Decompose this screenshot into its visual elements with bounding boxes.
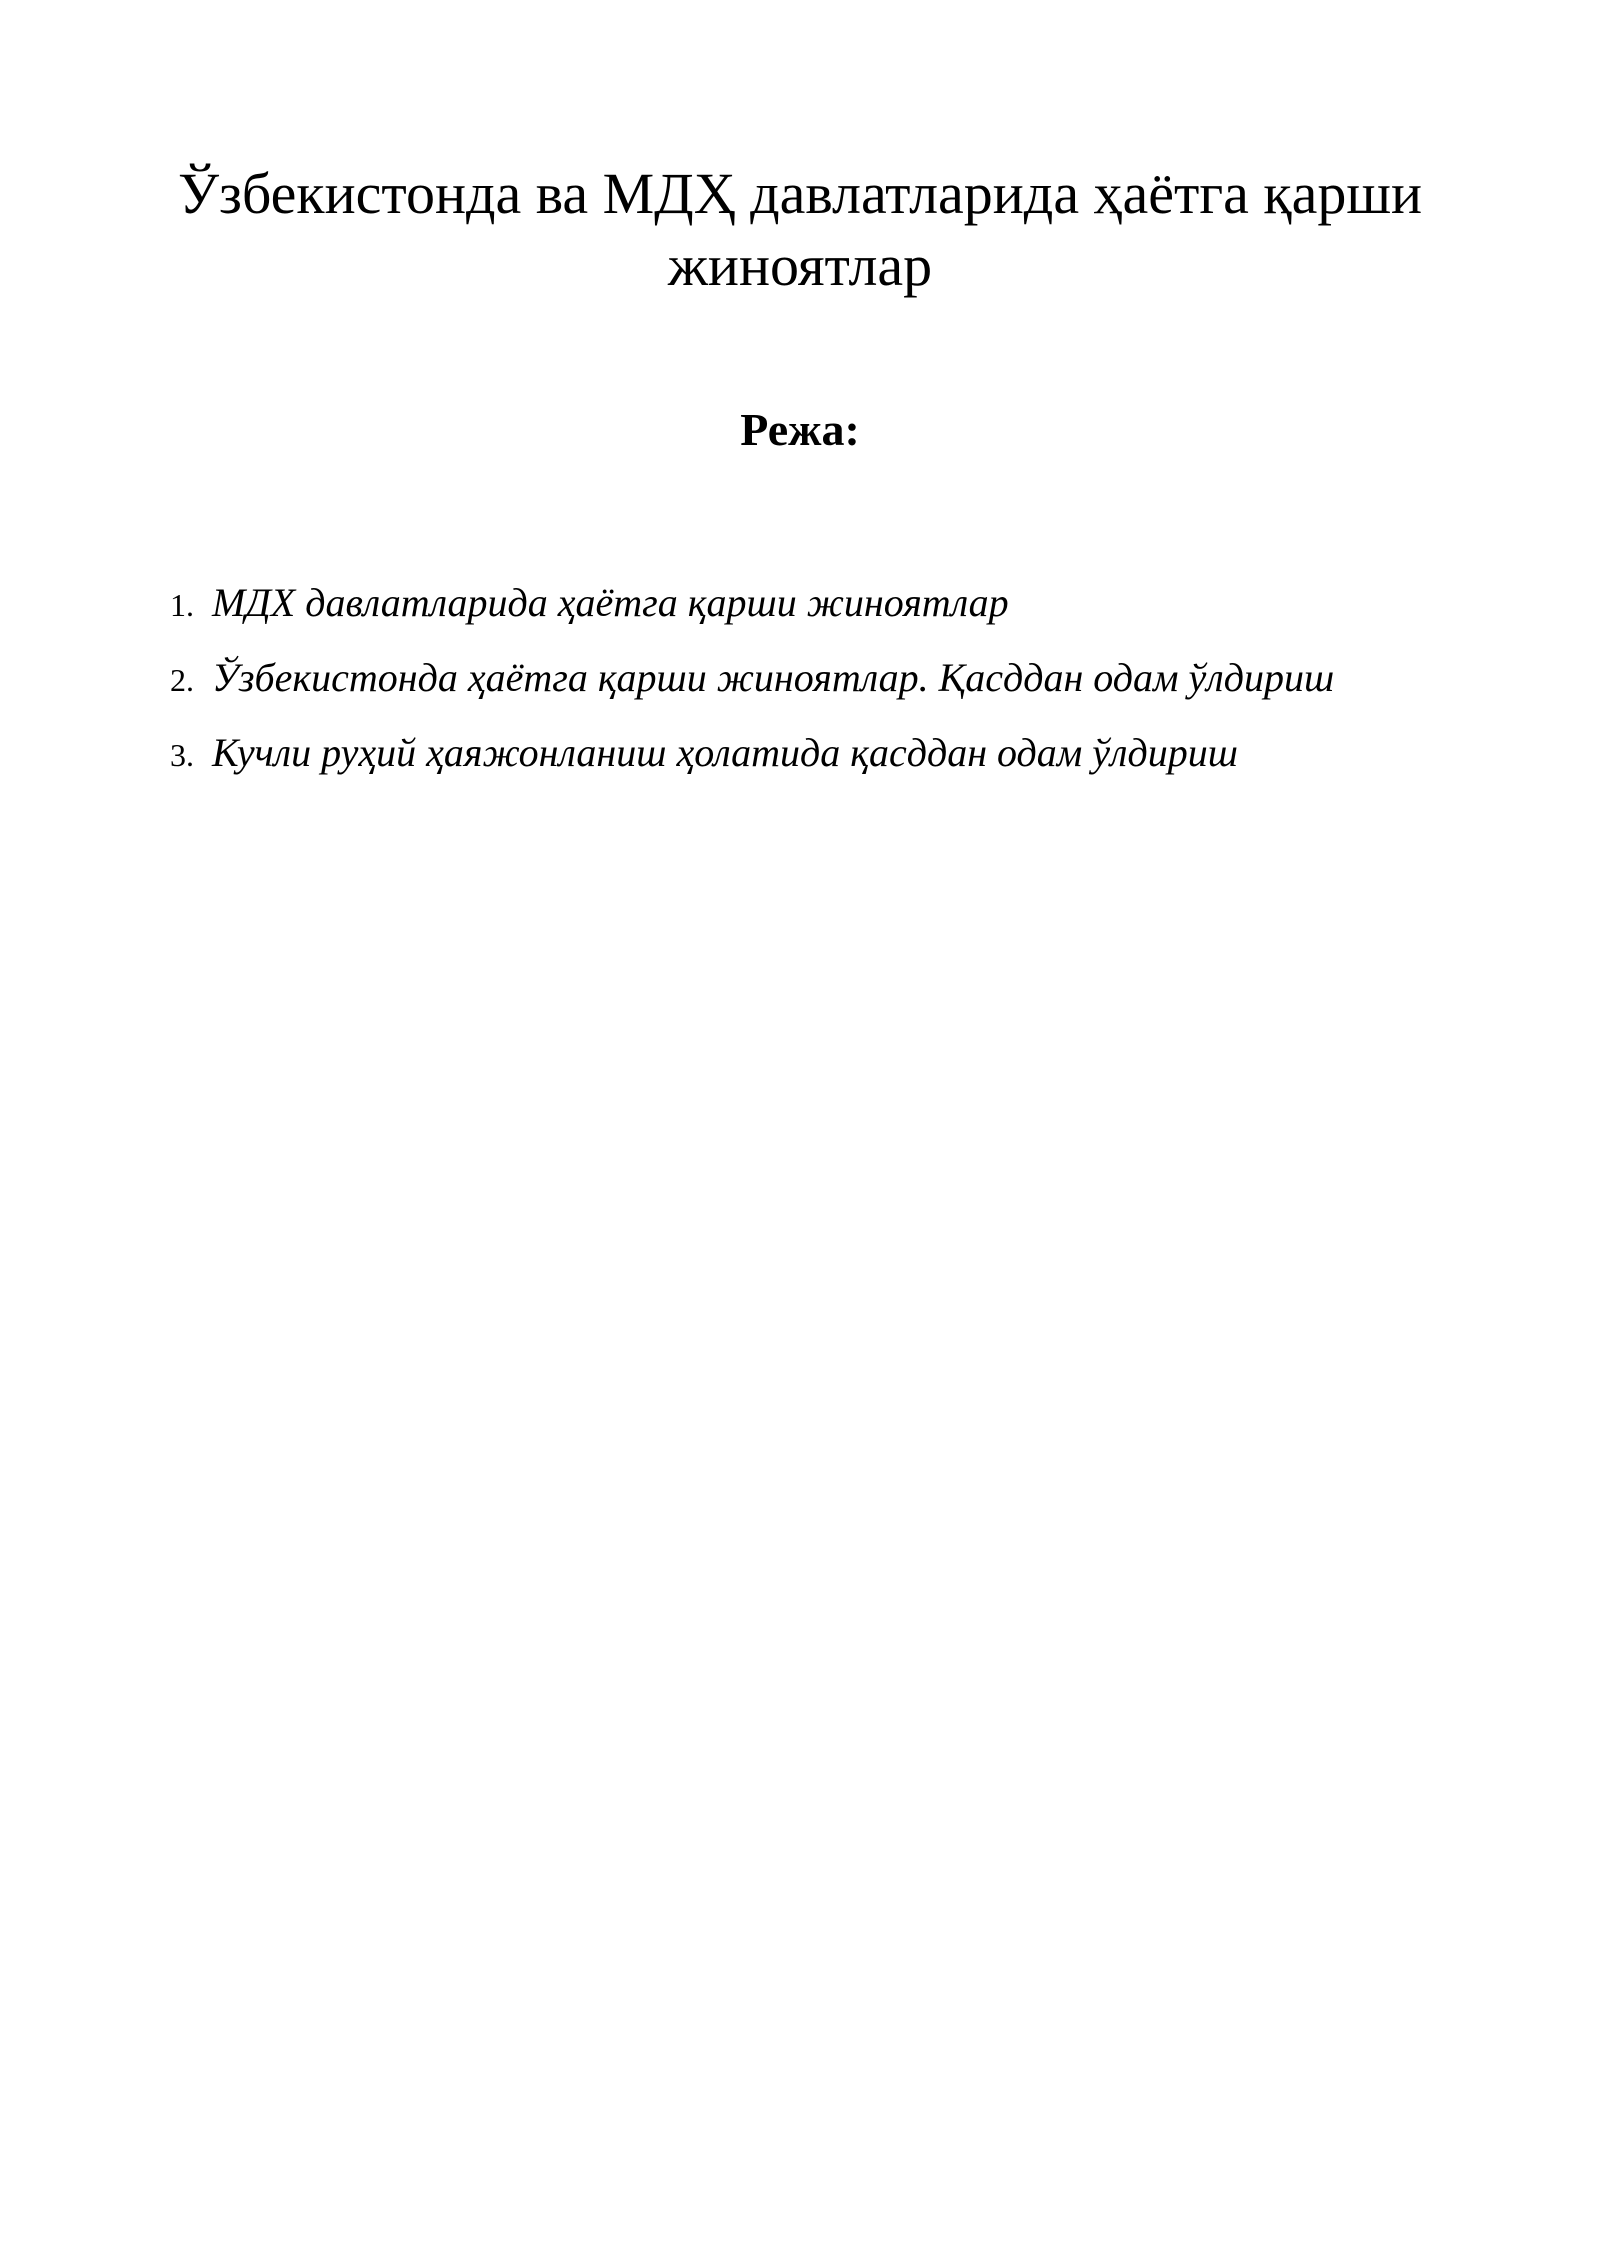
plan-item-1 [170,573,1490,648]
plan-item-2 [170,648,1490,723]
document-title: Ўзбекистонда ва МДҲ давлатларида ҳаётга қарши жиноятлар [177,161,1423,298]
plan-item-number: 1. [170,587,194,623]
plan-item-number: 2. [170,662,194,698]
plan-item-3 [170,723,1490,798]
plan-item-number: 3. [170,737,194,773]
plan-list [170,573,1490,798]
plan-item-text: Кучли руҳий ҳаяжонланиш ҳолатида қасддан одам ўлдириш [212,730,1238,775]
plan-item-text: Ўзбекистонда ҳаётга қарши жиноятлар. Қасддан одам ўлдириш [212,655,1335,700]
plan-heading: Режа: [740,404,860,455]
plan-item-text: МДХ давлатларида ҳаётга қарши жиноятлар [212,580,1009,625]
